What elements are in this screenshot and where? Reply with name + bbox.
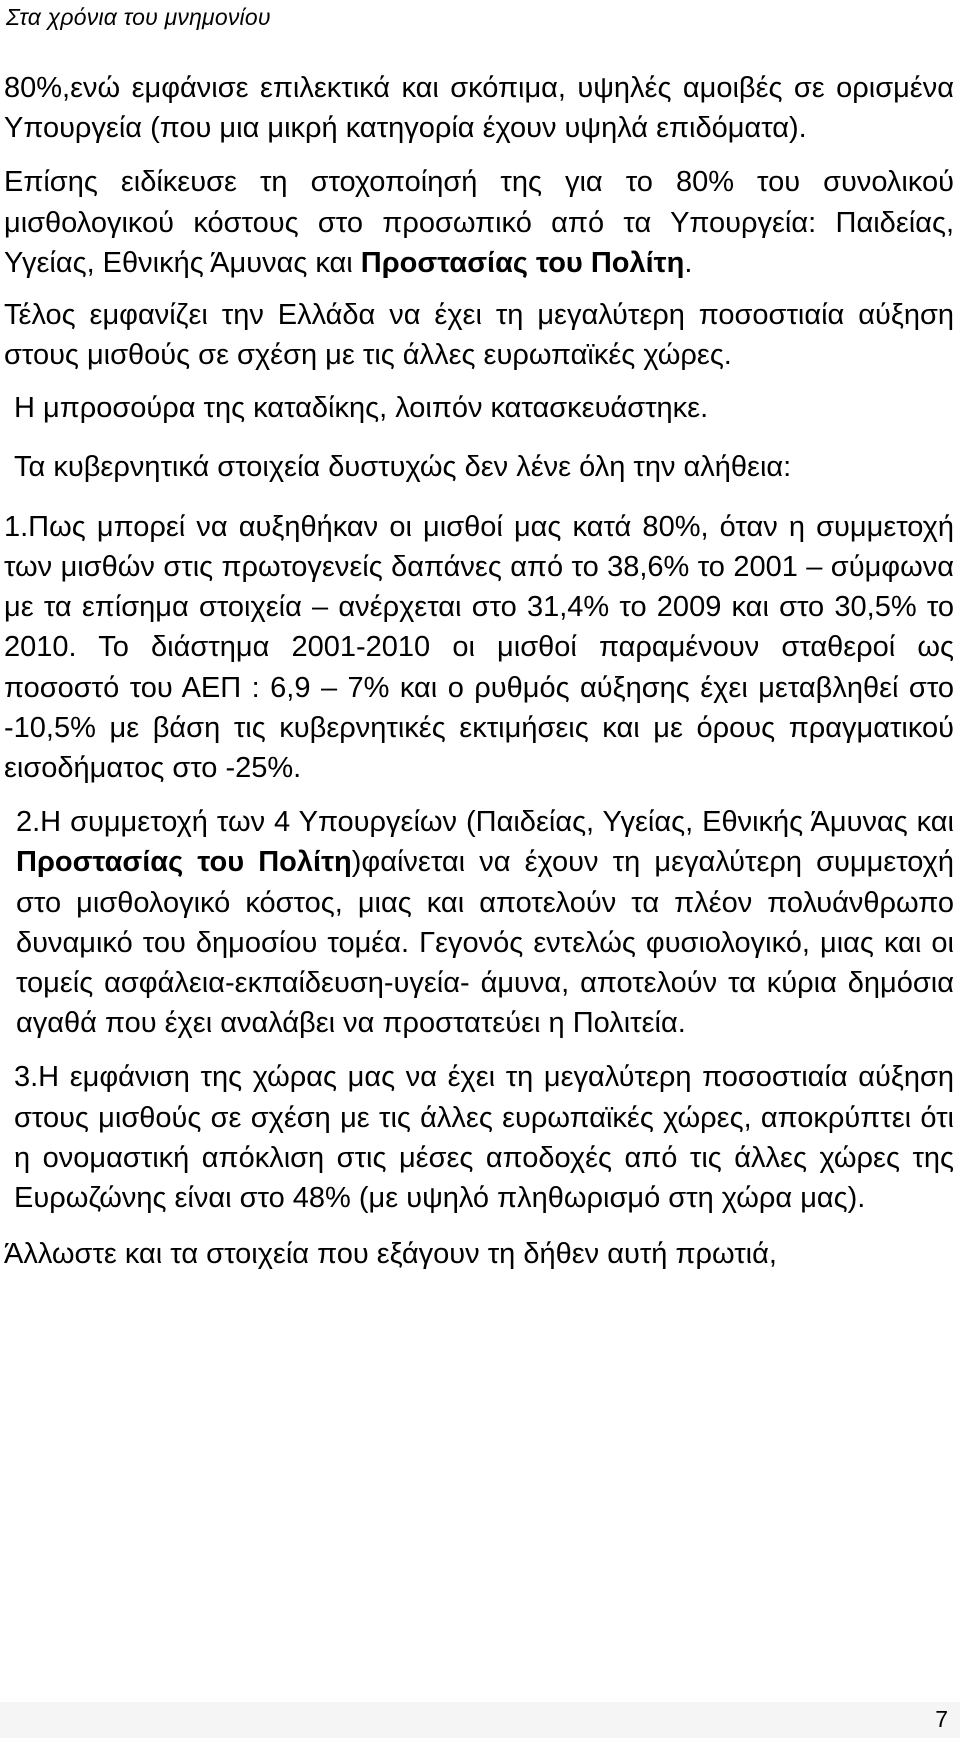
running-header: Στα χρόνια του μνημονίου	[6, 4, 271, 30]
paragraph-2	[4, 162, 954, 283]
page-number: 7	[935, 1706, 948, 1732]
paragraph-6: 1.Πως μπορεί να αυξηθήκαν οι μισθοί μας κατά 80%, όταν η συμμετοχή των μισθών στις πρωτογενείς δαπάνες από το 38,6% το 2001 – σύμφωνα με τα επίσημα στοιχεία – ανέρχεται στο 31,4% το 2009 και στο 30,5% το 2010. Το διάστημα 2001-2010 οι μισθοί παραμένουν σταθεροί ως ποσοστό του ΑΕΠ : 6,9 – 7% και ο ρυθμός αύξησης έχει μεταβληθεί στο -10,5% με βάση τις κυβερνητικές εκτιμήσεις και με όρους πραγματικού εισοδήματος στο -25%.	[4, 510, 954, 785]
paragraph-9: Άλλωστε και τα στοιχεία που εξάγουν τη δήθεν αυτή πρωτιά,	[4, 1238, 777, 1271]
paragraph-4: Η μπροσούρα της καταδίκης, λοιπόν κατασκευάστηκε.	[14, 392, 709, 425]
paragraph-1: 80%,ενώ εμφάνισε επιλεκτικά και σκόπιμα, υψηλές αμοιβές σε ορισμένα Υπουργεία (που μια μικρή κατηγορία έχουν υψηλά επιδόματα).	[4, 72, 954, 145]
paragraph-8: 3.Η εμφάνιση της χώρας μας να έχει τη μεγαλύτερη ποσοστιαία αύξηση στους μισθούς σε σχέση με τις άλλες ευρωπαϊκές χώρες, αποκρύπτει ότι η ονομαστική απόκλιση στις μέσες αποδοχές από τις άλλες χώρες της Ευρωζώνης είναι στο 48% (με υψηλό πληθωρισμό στη χώρα μας).	[14, 1061, 954, 1215]
paragraph-7-text: 2.Η συμμετοχή των 4 Υπουργείων (Παιδείας, Υγείας, Εθνικής Άμυνας και	[16, 806, 954, 839]
document-body	[4, 68, 954, 1274]
paragraph-2-bold: Προστασίας του Πολίτη	[360, 246, 685, 279]
paragraph-7-bold: Προστασίας του Πολίτη	[16, 846, 352, 879]
paragraph-5: Τα κυβερνητικά στοιχεία δυστυχώς δεν λένε όλη την αλήθεια:	[14, 450, 792, 483]
footer-bar	[0, 1702, 960, 1738]
paragraph-3: Τέλος εμφανίζει την Ελλάδα να έχει τη μεγαλύτερη ποσοστιαία αύξηση στους μισθούς σε σχέση με τις άλλες ευρωπαϊκές χώρες.	[4, 299, 954, 372]
paragraph-2-end: .	[684, 246, 693, 279]
paragraph-7-end: )φαίνεται να έχουν τη μεγαλύτερη συμμετοχή στο μισθολογικό κόστος, μιας και αποτελούν τα πλέον πολυάνθρωπο δυναμικό του δημοσίου τομέα. Γεγονός εντελώς φυσιολογικό, μιας και οι τομείς ασφάλεια-εκπαίδευση-υγεία- άμυνα, αποτελούν τα κύρια δημόσια αγαθά που έχει αναλάβει να προστατεύει η Πολιτεία.	[16, 846, 955, 1040]
paragraph-2-text: Επίσης ειδίκευσε τη στοχοποίησή της για το 80% του συνολικού μισθολογικού κόστους στο προσωπικό από τα Υπουργεία: Παιδείας, Υγείας, Εθνικής Άμυνας και	[4, 166, 954, 279]
paragraph-7	[4, 802, 954, 1043]
